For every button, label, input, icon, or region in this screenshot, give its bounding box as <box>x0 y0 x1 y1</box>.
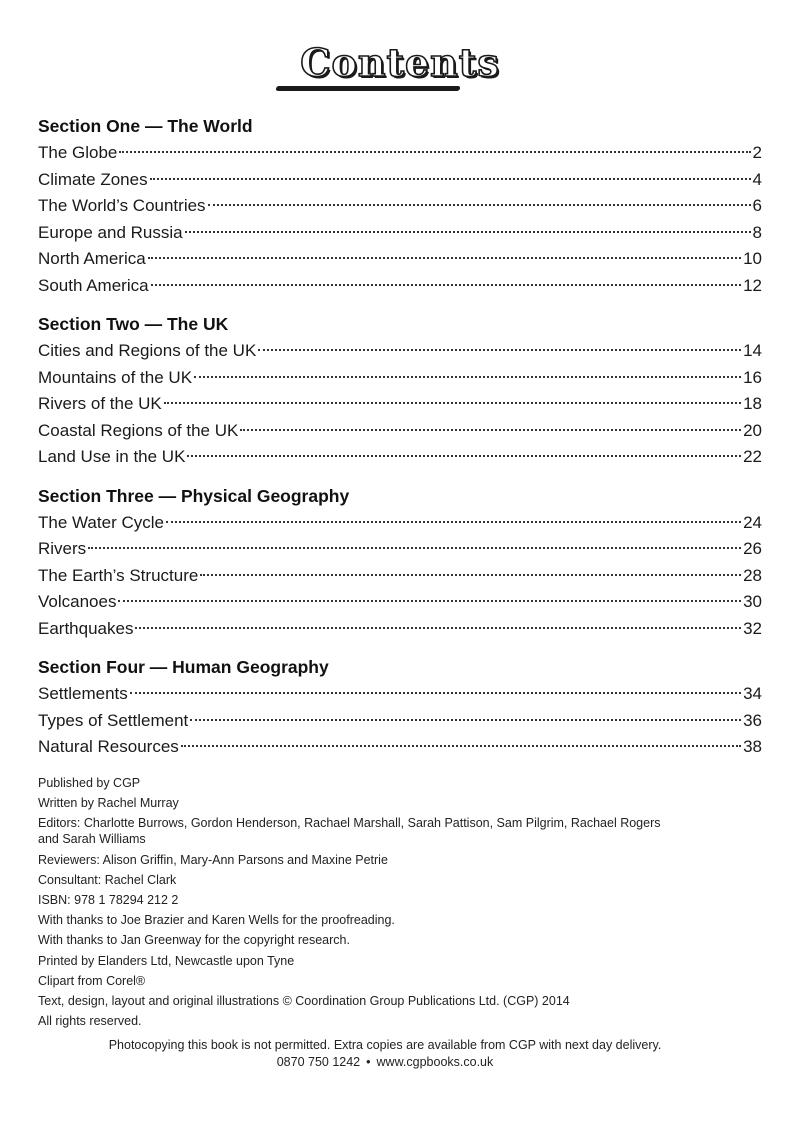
dot-leader <box>88 547 741 549</box>
toc-section <box>38 482 762 643</box>
page-number: 24 <box>743 512 762 532</box>
dot-leader <box>208 204 751 206</box>
website-link[interactable]: www.cgpbooks.co.uk <box>376 1055 494 1069</box>
page-number: 18 <box>743 394 762 413</box>
section-heading: Section Three — Physical Geography <box>38 485 350 506</box>
toc-entry[interactable] <box>38 418 762 445</box>
toc-entry[interactable] <box>38 444 762 471</box>
dot-leader <box>151 284 742 286</box>
dot-leader <box>166 521 741 523</box>
dot-leader <box>119 151 750 153</box>
page-number: 32 <box>743 618 762 638</box>
entry-title: North America <box>38 249 146 268</box>
toc-entry[interactable] <box>38 589 762 616</box>
reviewers: Reviewers: Alison Griffin, Mary-Ann Parsons and Maxine Petrie <box>38 852 388 867</box>
toc-section <box>38 653 762 761</box>
editors: Editors: Charlotte Burrows, Gordon Henderson, Rachael Marshall, Sarah Pattison, Sam Pilgrim, Rachael Rogers and Sarah Williams <box>38 816 661 847</box>
dot-leader <box>135 627 741 629</box>
page-number: 12 <box>743 275 762 295</box>
entry-title: Volcanoes <box>38 592 117 611</box>
dot-leader <box>148 257 741 259</box>
dot-leader <box>181 745 741 747</box>
table-of-contents <box>38 112 762 772</box>
entry-title: Earthquakes <box>38 618 134 638</box>
page-number: 22 <box>743 447 762 466</box>
printed-by: Printed by Elanders Ltd, Newcastle upon Tyne <box>38 953 295 968</box>
phone-number: 0870 750 1242 <box>276 1055 361 1069</box>
toc-entry[interactable] <box>38 338 762 365</box>
consultant: Consultant: Rachel Clark <box>38 872 177 887</box>
page-number: 4 <box>752 169 762 189</box>
entry-title: South America <box>38 275 149 295</box>
toc-entry[interactable] <box>38 734 762 761</box>
page-number: 26 <box>743 539 762 558</box>
page-number: 14 <box>743 341 762 360</box>
copyright-research-thanks: With thanks to Jan Greenway for the copyright research. <box>38 933 350 948</box>
entry-title: Coastal Regions of the UK <box>38 420 239 440</box>
toc-entry[interactable] <box>38 220 762 247</box>
dot-leader <box>187 455 741 457</box>
page-number: 28 <box>743 565 762 585</box>
page-number: 2 <box>752 143 762 162</box>
toc-entry[interactable] <box>38 140 762 167</box>
dot-leader <box>185 231 751 233</box>
toc-entry[interactable] <box>38 536 762 563</box>
section-heading: Section Two — The UK <box>38 314 229 334</box>
toc-entry[interactable] <box>38 616 762 643</box>
page-title: Contents <box>300 40 500 85</box>
toc-entry[interactable] <box>38 563 762 590</box>
entry-title: Rivers <box>38 539 87 558</box>
title-underline <box>275 86 460 91</box>
page-number: 10 <box>743 249 762 268</box>
clipart-credit: Clipart from Corel® <box>38 973 146 988</box>
published-by: Published by CGP <box>38 776 141 790</box>
page-number: 16 <box>743 367 762 387</box>
entry-title: Land Use in the UK <box>38 447 186 466</box>
entry-title: Europe and Russia <box>38 222 183 242</box>
dot-leader <box>150 178 751 180</box>
toc-entry[interactable] <box>38 681 762 708</box>
page-number: 30 <box>743 592 762 611</box>
isbn: ISBN: 978 1 78294 212 2 <box>38 892 179 907</box>
toc-entry[interactable] <box>38 708 762 735</box>
toc-section <box>38 112 762 299</box>
toc-entry[interactable] <box>38 246 762 273</box>
dot-leader <box>194 376 741 378</box>
toc-entry[interactable] <box>38 193 762 220</box>
contact-line <box>0 1054 770 1071</box>
photocopy-notice: Photocopying this book is not permitted. Extra copies are available from CGP with next day delivery. <box>108 1038 662 1052</box>
copyright-notice: Text, design, layout and original illustrations © Coordination Group Publications Ltd. (CGP) 2014 <box>38 993 570 1008</box>
dot-leader <box>118 600 741 602</box>
entry-title: Settlements <box>38 684 128 703</box>
dot-leader <box>200 574 741 576</box>
entry-title: The Water Cycle <box>38 512 164 532</box>
dot-leader <box>130 692 741 694</box>
credits <box>38 775 678 1033</box>
entry-title: Natural Resources <box>38 737 179 756</box>
toc-entry[interactable] <box>38 167 762 194</box>
dot-leader <box>164 402 741 404</box>
proofreading-thanks: With thanks to Joe Brazier and Karen Wells for the proofreading. <box>38 913 395 928</box>
toc-section <box>38 310 762 471</box>
page-number: 36 <box>743 710 762 730</box>
page-number: 8 <box>752 222 762 242</box>
page-number: 38 <box>743 737 762 756</box>
entry-title: Mountains of the UK <box>38 367 193 387</box>
section-heading: Section One — The World <box>38 116 253 136</box>
page-number: 20 <box>743 420 762 440</box>
dot-leader <box>190 719 741 721</box>
entry-title: The Globe <box>38 143 118 162</box>
entry-title: Cities and Regions of the UK <box>38 341 257 360</box>
footer <box>0 1037 770 1071</box>
title-wrap <box>0 40 800 85</box>
toc-entry[interactable] <box>38 273 762 300</box>
toc-entry[interactable] <box>38 365 762 392</box>
entry-title: Types of Settlement <box>38 710 189 730</box>
section-heading: Section Four — Human Geography <box>38 657 329 677</box>
toc-entry[interactable] <box>38 391 762 418</box>
dot-leader <box>240 429 741 431</box>
dot-leader <box>258 349 741 351</box>
page-number: 34 <box>743 684 762 703</box>
written-by: Written by Rachel Murray <box>38 796 179 811</box>
bullet-separator: • <box>366 1055 371 1069</box>
entry-title: Climate Zones <box>38 169 148 189</box>
page-number: 6 <box>752 196 762 215</box>
toc-entry[interactable] <box>38 510 762 537</box>
entry-title: Rivers of the UK <box>38 394 162 413</box>
entry-title: The World’s Countries <box>38 196 206 215</box>
rights-reserved: All rights reserved. <box>38 1014 142 1029</box>
entry-title: The Earth’s Structure <box>38 565 199 585</box>
